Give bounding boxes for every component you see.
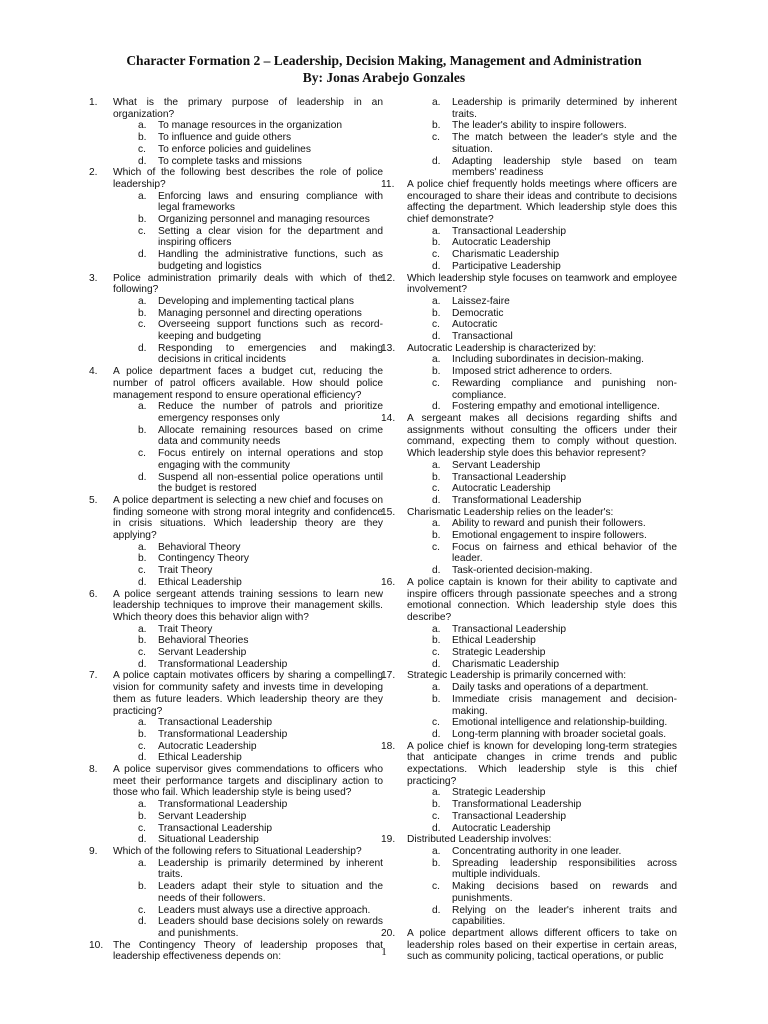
right-question-column: [381, 97, 677, 963]
question-text: 18. A police chief is known for developing long-term strategies that anticipate changes in crime trends and public expectations. Which leadership style is this chief practicing?: [381, 740, 677, 787]
question-text: 20. A police department allows different officers to take on leadership roles based on their expertise in certain areas, such as community policing, tactical operations, or public: [381, 927, 677, 963]
option-letter: b.: [432, 530, 441, 542]
answer-option: c. Transactional Leadership: [138, 822, 273, 834]
option-letter: c.: [432, 377, 440, 389]
question-text: 16. A police captain is known for their ability to captivate and inspire officers through passionate speeches and a strong emotional connection. Which leadership style does this describe?: [381, 576, 677, 623]
question-item: [381, 670, 677, 740]
option-letter: c.: [138, 143, 146, 155]
answer-option: d. Leaders should base decisions solely on rewards and punishments.: [138, 916, 383, 939]
answer-option: c. Overseeing support functions such as record-keeping and budgeting: [138, 319, 383, 343]
answer-option: d. Charismatic Leadership: [432, 658, 560, 670]
answer-option: a. Transactional Leadership: [432, 225, 567, 237]
option-letter: b.: [138, 424, 147, 436]
answer-option: d. Responding to emergencies and making decisions in critical incidents: [138, 342, 383, 366]
option-letter: a.: [138, 295, 147, 307]
answer-option: d. Suspend all non-essential police operations until the budget is restored: [138, 471, 383, 495]
question-item: [381, 576, 677, 671]
answer-option: d. Autocratic Leadership: [432, 822, 551, 834]
option-letter: b.: [432, 120, 441, 132]
option-letter: c.: [432, 647, 440, 659]
option-letter: c.: [432, 319, 440, 331]
option-letter: b.: [432, 366, 441, 378]
question-text: 2. Which of the following best describes the role of police leadership?: [89, 167, 383, 190]
question-item: [89, 588, 383, 671]
answer-option: a. Concentrating authority in one leader.: [432, 846, 622, 857]
option-letter: a.: [138, 717, 147, 729]
question-number: 17.: [381, 670, 396, 682]
question-number: 20.: [381, 927, 396, 939]
option-letter: b.: [138, 132, 147, 144]
question-number: 14.: [381, 412, 396, 424]
question-item: [381, 342, 677, 413]
question-text: 19. Distributed Leadership involves:: [381, 834, 552, 846]
option-letter: d.: [138, 342, 147, 354]
question-text: 4. A police department faces a budget cut, reducing the number of patrol officers available. How should police management respond to ensure operational efficiency?: [89, 366, 383, 401]
answer-option: c. Rewarding compliance and punishing non-compliance.: [432, 377, 677, 401]
option-letter: d.: [138, 471, 147, 483]
option-letter: b.: [138, 635, 147, 647]
question-item: [89, 97, 383, 167]
answer-option: a. Behavioral Theory: [138, 541, 241, 553]
answer-option: d. Adapting leadership style based on team members' readiness: [432, 155, 677, 179]
question-item: [381, 834, 677, 928]
option-letter: b.: [432, 799, 441, 811]
option-letter: a.: [432, 97, 441, 108]
question-item: [407, 97, 677, 179]
question-text: 14. A sergeant makes all decisions regarding shifts and assignments without consulting the officers under their command, expecting them to comply without question. Which leadership style does this behavior represent?: [381, 412, 677, 460]
question-number: 12.: [381, 272, 396, 284]
question-item: [89, 670, 383, 764]
answer-option: d. Relying on the leader's inherent traits and capabilities.: [432, 904, 677, 928]
question-item: [89, 764, 383, 846]
option-letter: b.: [432, 635, 441, 647]
answer-option: b. Emotional engagement to inspire followers.: [432, 530, 647, 542]
answer-option: d. Participative Leadership: [432, 260, 561, 272]
answer-option: c. The match between the leader's style and the situation.: [432, 132, 677, 155]
answer-option: c. Transactional Leadership: [432, 810, 567, 822]
answer-option: b. Transformational Leadership: [432, 799, 582, 811]
option-letter: a.: [432, 459, 441, 471]
answer-option: d. Transformational Leadership: [138, 658, 288, 670]
option-letter: a.: [138, 623, 147, 635]
question-item: [381, 178, 677, 273]
answer-option: a. Transformational Leadership: [138, 799, 288, 811]
option-letter: d.: [138, 916, 147, 928]
question-item: [381, 506, 677, 577]
option-letter: a.: [432, 518, 441, 530]
question-number: 5.: [89, 494, 98, 506]
question-number: 8.: [89, 764, 98, 776]
answer-option: a. Including subordinates in decision-making.: [432, 354, 644, 366]
answer-option: a. Transactional Leadership: [138, 717, 273, 729]
option-letter: c.: [138, 448, 146, 460]
answer-option: b. Immediate crisis management and decision-making.: [432, 693, 677, 717]
answer-option: a. Ability to reward and punish their followers.: [432, 518, 646, 530]
option-letter: c.: [432, 249, 440, 261]
option-letter: c.: [138, 822, 146, 834]
question-text: 12. Which leadership style focuses on teamwork and employee involvement?: [381, 272, 677, 296]
answer-option: c. Trait Theory: [138, 565, 213, 577]
option-letter: d.: [138, 752, 147, 764]
option-letter: a.: [138, 120, 147, 132]
answer-option: a. Servant Leadership: [432, 459, 541, 471]
question-text: 9. Which of the following refers to Situational Leadership?: [89, 846, 362, 857]
option-letter: a.: [432, 354, 441, 366]
option-letter: c.: [138, 740, 146, 752]
question-number: 2.: [89, 167, 98, 179]
question-item: [89, 167, 383, 272]
answer-option: c. Autocratic: [432, 319, 498, 331]
option-letter: d.: [432, 260, 441, 272]
answer-option: a. Leadership is primarily determined by inherent traits.: [432, 97, 677, 120]
question-item: [381, 740, 677, 835]
question-text: 13. Autocratic Leadership is characterized by:: [381, 342, 597, 354]
option-letter: a.: [432, 787, 441, 799]
answer-option: b. Servant Leadership: [138, 810, 247, 822]
question-number: 10.: [89, 939, 104, 951]
question-text: 1. What is the primary purpose of leadership in an organization?: [89, 97, 383, 120]
question-text: 10. The Contingency Theory of leadership proposes that leadership effectiveness depends on:: [89, 939, 383, 963]
question-number: 15.: [381, 506, 396, 518]
option-letter: b.: [138, 881, 147, 893]
answer-option: c. Making decisions based on rewards and punishments.: [432, 881, 677, 904]
question-number: 1.: [89, 97, 98, 108]
answer-option: a. Trait Theory: [138, 623, 213, 635]
answer-option: b. Leaders adapt their style to situation and the needs of their followers.: [138, 881, 383, 904]
answer-option: d. Transformational Leadership: [432, 494, 582, 506]
option-letter: d.: [432, 822, 441, 834]
option-letter: a.: [432, 295, 441, 307]
answer-option: a. Developing and implementing tactical plans: [138, 295, 354, 307]
answer-option: a. To manage resources in the organization: [138, 120, 343, 132]
answer-option: b. Autocratic Leadership: [432, 237, 551, 249]
question-number: 11.: [381, 178, 395, 190]
option-letter: d.: [432, 155, 441, 167]
option-letter: b.: [138, 214, 147, 226]
option-letter: c.: [432, 810, 440, 822]
question-text: 3. Police administration primarily deals with which of the following?: [89, 272, 383, 296]
option-letter: c.: [432, 483, 440, 495]
answer-option: a. Transactional Leadership: [432, 623, 567, 635]
answer-option: b. Imposed strict adherence to orders.: [432, 366, 613, 378]
option-letter: d.: [432, 728, 441, 740]
question-number: 13.: [381, 342, 396, 354]
answer-option: c. Charismatic Leadership: [432, 249, 560, 261]
option-letter: b.: [138, 810, 147, 822]
answer-option: b. Allocate remaining resources based on crime data and community needs: [138, 424, 383, 448]
option-letter: d.: [432, 331, 441, 343]
option-letter: b.: [138, 307, 147, 319]
answer-option: d. Ethical Leadership: [138, 576, 242, 588]
answer-option: c. Emotional intelligence and relationship-building.: [432, 717, 668, 729]
option-letter: c.: [432, 541, 440, 553]
question-text: 6. A police sergeant attends training sessions to learn new leadership techniques to improve their management skills. Which theory does this behavior align with?: [89, 588, 383, 623]
title-author-line: By: Jonas Arabejo Gonzales: [302, 70, 466, 85]
answer-option: b. Democratic: [432, 307, 504, 319]
answer-option: a. Laissez-faire: [432, 295, 510, 307]
answer-option: b. Spreading leadership responsibilities across multiple individuals.: [432, 857, 677, 881]
question-number: 19.: [381, 834, 396, 846]
question-text: 5. A police department is selecting a new chief and focuses on finding someone with strong moral integrity and confidence in crisis situations. Which leadership theory are they applying?: [89, 494, 383, 542]
option-letter: c.: [432, 717, 440, 729]
document-title: [0, 52, 768, 86]
option-letter: c.: [432, 881, 440, 893]
option-letter: c.: [138, 225, 146, 237]
answer-option: a. Daily tasks and operations of a department.: [432, 682, 649, 694]
option-letter: a.: [138, 857, 147, 869]
answer-option: b. To influence and guide others: [138, 132, 292, 144]
question-number: 6.: [89, 588, 98, 600]
answer-option: c. Setting a clear vision for the department and inspiring officers: [138, 225, 383, 249]
left-question-column: [89, 97, 383, 963]
option-letter: d.: [432, 565, 441, 577]
option-letter: a.: [432, 623, 441, 635]
question-text: 11. A police chief frequently holds meetings where officers are encouraged to share their ideas and contribute to decisions affecting the department. Which leadership style does this chief demonstrate?: [381, 178, 677, 226]
option-letter: a.: [432, 225, 441, 237]
option-letter: d.: [138, 658, 147, 670]
answer-option: c. Autocratic Leadership: [432, 483, 551, 495]
question-number: 9.: [89, 846, 98, 857]
option-letter: a.: [138, 190, 147, 202]
option-letter: d.: [432, 401, 441, 413]
answer-option: d. Handling the administrative functions, such as budgeting and logistics: [138, 249, 383, 272]
question-text: 17. Strategic Leadership is primarily concerned with:: [381, 670, 627, 682]
option-letter: b.: [138, 553, 147, 565]
option-letter: b.: [138, 728, 147, 740]
answer-option: a. Leadership is primarily determined by inherent traits.: [138, 857, 383, 881]
option-letter: c.: [432, 132, 440, 144]
answer-option: a. Enforcing laws and ensuring compliance with legal frameworks: [138, 190, 383, 214]
option-letter: a.: [432, 846, 441, 857]
answer-option: b. Transformational Leadership: [138, 728, 288, 740]
answer-option: d. Task-oriented decision-making.: [432, 565, 593, 577]
option-letter: d.: [138, 834, 147, 846]
question-text: 7. A police captain motivates officers by sharing a compelling vision for community safety and invests time in developing them as future leaders. Which leadership theory are they practicing?: [89, 670, 383, 717]
question-item: [381, 412, 677, 507]
question-number: 3.: [89, 272, 98, 284]
answer-option: b. Organizing personnel and managing resources: [138, 214, 370, 226]
answer-option: b. Transactional Leadership: [432, 471, 567, 483]
answer-option: b. Contingency Theory: [138, 553, 249, 565]
answer-option: c. Leaders must always use a directive approach.: [138, 904, 371, 916]
question-text: 15. Charismatic Leadership relies on the leader's:: [381, 506, 614, 518]
question-number: 4.: [89, 366, 98, 378]
answer-option: b. Managing personnel and directing operations: [138, 307, 362, 319]
option-letter: b.: [432, 857, 441, 869]
answer-option: a. Reduce the number of patrols and prioritize emergency responses only: [138, 401, 383, 424]
question-item: [89, 272, 383, 367]
option-letter: c.: [138, 904, 146, 916]
question-item: [381, 272, 677, 343]
option-letter: b.: [432, 237, 441, 249]
option-letter: b.: [432, 471, 441, 483]
option-letter: d.: [138, 155, 147, 167]
answer-option: d. To complete tasks and missions: [138, 155, 302, 167]
option-letter: d.: [432, 658, 441, 670]
answer-option: d. Ethical Leadership: [138, 752, 242, 764]
answer-option: c. Servant Leadership: [138, 647, 247, 659]
question-item: [89, 846, 383, 940]
answer-option: c. Focus on fairness and ethical behavior of the leader.: [432, 541, 677, 565]
page-number: 1: [381, 946, 387, 958]
question-text: 8. A police supervisor gives commendations to officers who meet their performance targets and disciplinary action to those who fail. Which leadership style is being used?: [89, 764, 383, 799]
question-number: 18.: [381, 740, 396, 752]
question-number: 7.: [89, 670, 98, 682]
option-letter: a.: [138, 541, 147, 553]
question-item: [89, 494, 383, 589]
option-letter: a.: [432, 682, 441, 694]
option-letter: c.: [138, 319, 146, 331]
answer-option: b. The leader's ability to inspire followers.: [432, 120, 627, 132]
answer-option: d. Long-term planning with broader societal goals.: [432, 728, 667, 740]
option-letter: d.: [432, 494, 441, 506]
answer-option: a. Strategic Leadership: [432, 787, 546, 799]
title-line-1: Character Formation 2 – Leadership, Decision Making, Management and Administration: [126, 53, 642, 68]
answer-option: d. Fostering empathy and emotional intelligence.: [432, 401, 660, 413]
answer-option: d. Situational Leadership: [138, 834, 259, 846]
answer-option: d. Transactional: [432, 331, 513, 343]
option-letter: b.: [432, 693, 441, 705]
option-letter: d.: [138, 576, 147, 588]
question-item: [89, 366, 383, 495]
option-letter: d.: [138, 249, 147, 261]
option-letter: a.: [138, 401, 147, 413]
answer-option: c. Focus entirely on internal operations and stop engaging with the community: [138, 448, 383, 471]
question-number: 16.: [381, 576, 396, 588]
option-letter: a.: [138, 799, 147, 811]
option-letter: d.: [432, 904, 441, 916]
option-letter: b.: [432, 307, 441, 319]
answer-option: c. Strategic Leadership: [432, 647, 546, 659]
answer-option: b. Ethical Leadership: [432, 635, 536, 647]
option-letter: c.: [138, 647, 146, 659]
answer-option: c. To enforce policies and guidelines: [138, 143, 311, 155]
option-letter: c.: [138, 565, 146, 577]
answer-option: b. Behavioral Theories: [138, 635, 249, 647]
answer-option: c. Autocratic Leadership: [138, 740, 257, 752]
